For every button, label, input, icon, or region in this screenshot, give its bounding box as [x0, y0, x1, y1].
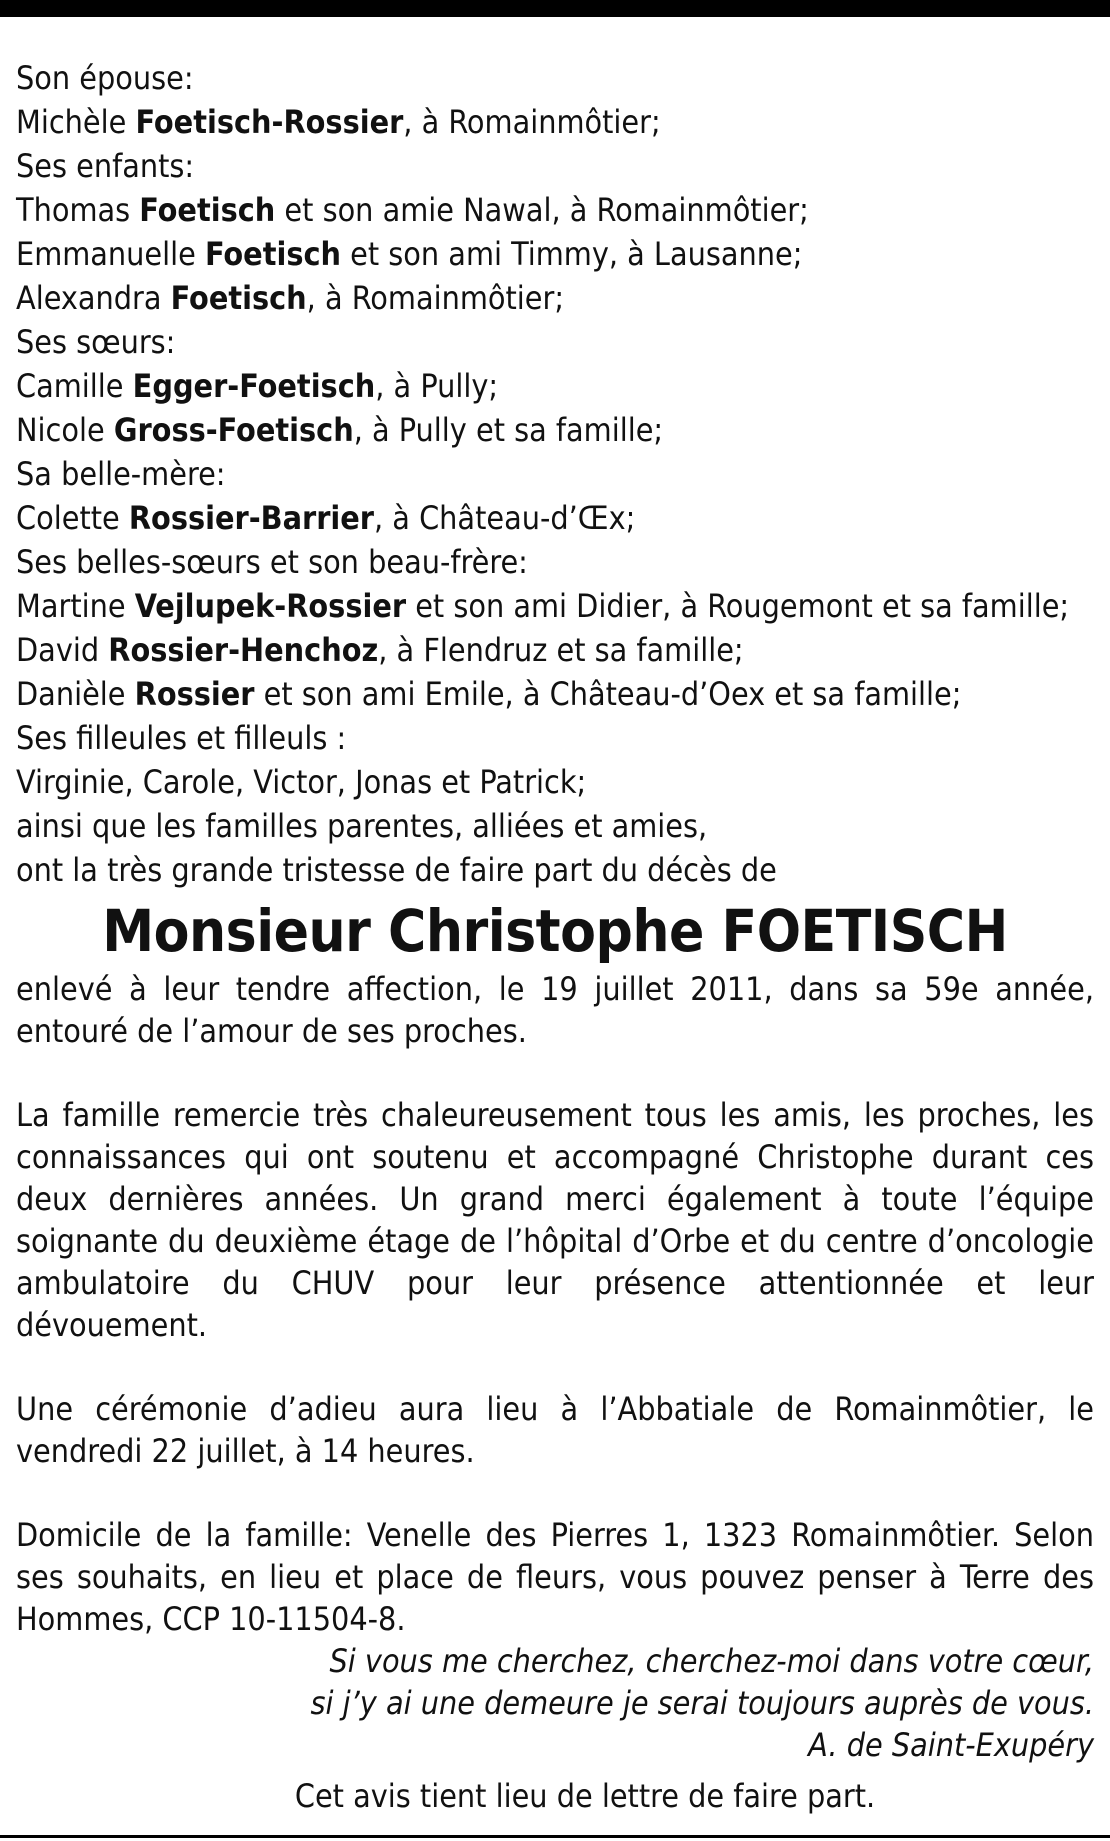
family-surname: Foetisch [205, 235, 342, 273]
family-line-text: Son épouse: [16, 59, 194, 97]
family-line-text: , à Romainmôtier; [306, 279, 565, 317]
family-line [16, 540, 1094, 584]
family-line [16, 232, 1094, 276]
domicile-paragraph: Domicile de la famille: Venelle des Pierres 1, 1323 Romainmôtier. Selon ses souhaits, en lieu et place de fleurs, vous pouvez penser à Terre des Hommes, CCP 10-11504-8. [16, 1516, 1094, 1638]
family-line-text: Alexandra [16, 279, 171, 317]
family-line-text: Ses enfants: [16, 147, 195, 185]
family-line-text: Ses filleules et filleuls : [16, 719, 347, 757]
spacer [16, 1052, 1094, 1094]
family-line-text: Ses belles-sœurs et son beau-frère: [16, 543, 528, 581]
family-surname: Vejlupek-Rossier [134, 587, 407, 625]
spacer [16, 1346, 1094, 1388]
family-line-text: Emmanuelle [16, 235, 205, 273]
family-surname: Foetisch-Rossier [135, 103, 404, 141]
family-line [16, 320, 1094, 364]
quote-line-1: Si vous me cherchez, cherchez-moi dans votre cœur, [329, 1642, 1094, 1680]
family-line [16, 672, 1094, 716]
family-list [16, 56, 1094, 892]
family-line [16, 56, 1094, 100]
family-line-text: et son amie Nawal, à Romainmôtier; [275, 191, 809, 229]
family-line-text: Sa belle-mère: [16, 455, 226, 493]
family-line-text: Ses sœurs: [16, 323, 176, 361]
family-line [16, 804, 1094, 848]
family-line [16, 848, 1094, 892]
death-announcement: enlevé à leur tendre affection, le 19 juillet 2011, dans sa 59e année, entouré de l’amour de ses proches. [16, 970, 1094, 1050]
bottom-rule [0, 1835, 1110, 1838]
obituary-notice [16, 56, 1094, 1818]
family-surname: Egger-Foetisch [132, 367, 376, 405]
family-line [16, 760, 1094, 804]
family-line-text: et son ami Didier, à Rougemont et sa famille; [406, 587, 1070, 625]
family-surname: Rossier-Henchoz [108, 631, 379, 669]
spacer [16, 1472, 1094, 1514]
family-line-text: et son ami Emile, à Château-d’Oex et sa famille; [254, 675, 962, 713]
family-surname: Gross-Foetisch [113, 411, 354, 449]
family-line-text: Thomas [16, 191, 140, 229]
family-line-text: , à Château-d’Œx; [374, 499, 636, 537]
family-line [16, 364, 1094, 408]
family-line-text: ainsi que les familles parentes, alliées et amies, [16, 807, 708, 845]
ceremony-paragraph: Une cérémonie d’adieu aura lieu à l’Abbatiale de Romainmôtier, le vendredi 22 juillet, à 14 heures. [16, 1390, 1094, 1470]
family-line-text: Virginie, Carole, Victor, Jonas et Patrick; [16, 763, 587, 801]
family-line [16, 144, 1094, 188]
family-line-text: et son ami Timmy, à Lausanne; [341, 235, 803, 273]
family-line [16, 408, 1094, 452]
family-line-text: ont la très grande tristesse de faire part du décès de [16, 851, 777, 889]
top-rule [0, 0, 1110, 17]
family-line [16, 188, 1094, 232]
family-line [16, 716, 1094, 760]
family-surname: Foetisch [139, 191, 276, 229]
family-line [16, 584, 1094, 628]
closing-note: Cet avis tient lieu de lettre de faire part. [294, 1777, 876, 1815]
family-line-text: Martine [16, 587, 135, 625]
family-line [16, 100, 1094, 144]
family-line-text: Nicole [16, 411, 114, 449]
family-surname: Rossier-Barrier [128, 499, 374, 537]
quote-line-2: si j’y ai une demeure je serai toujours auprès de vous. [310, 1684, 1094, 1722]
family-line [16, 496, 1094, 540]
family-line [16, 452, 1094, 496]
family-line-text: , à Flendruz et sa famille; [378, 631, 744, 669]
family-line-text: David [16, 631, 109, 669]
family-line [16, 276, 1094, 320]
family-line-text: Camille [16, 367, 133, 405]
family-surname: Foetisch [170, 279, 307, 317]
family-line-text: Colette [16, 499, 129, 537]
family-line-text: , à Pully et sa famille; [353, 411, 664, 449]
family-line-text: , à Romainmôtier; [403, 103, 661, 141]
thanks-paragraph: La famille remercie très chaleureusement tous les amis, les proches, les connaissances qui ont soutenu et accompagné Christophe durant ces deux dernières années. Un grand merci également à toute l’équipe soignante du deuxième étage de l’hôpital d’Orbe et du centre d’oncologie ambulatoire du CHUV pour leur présence attentionnée et leur dévouement. [16, 1096, 1094, 1344]
family-line-text: Danièle [16, 675, 135, 713]
quote-author: A. de Saint-Exupéry [808, 1726, 1094, 1764]
family-line-text: , à Pully; [375, 367, 499, 405]
quote [16, 1640, 1094, 1766]
family-line-text: Michèle [16, 103, 136, 141]
family-surname: Rossier [134, 675, 255, 713]
deceased-name: Monsieur Christophe FOETISCH [102, 897, 1008, 965]
family-line [16, 628, 1094, 672]
